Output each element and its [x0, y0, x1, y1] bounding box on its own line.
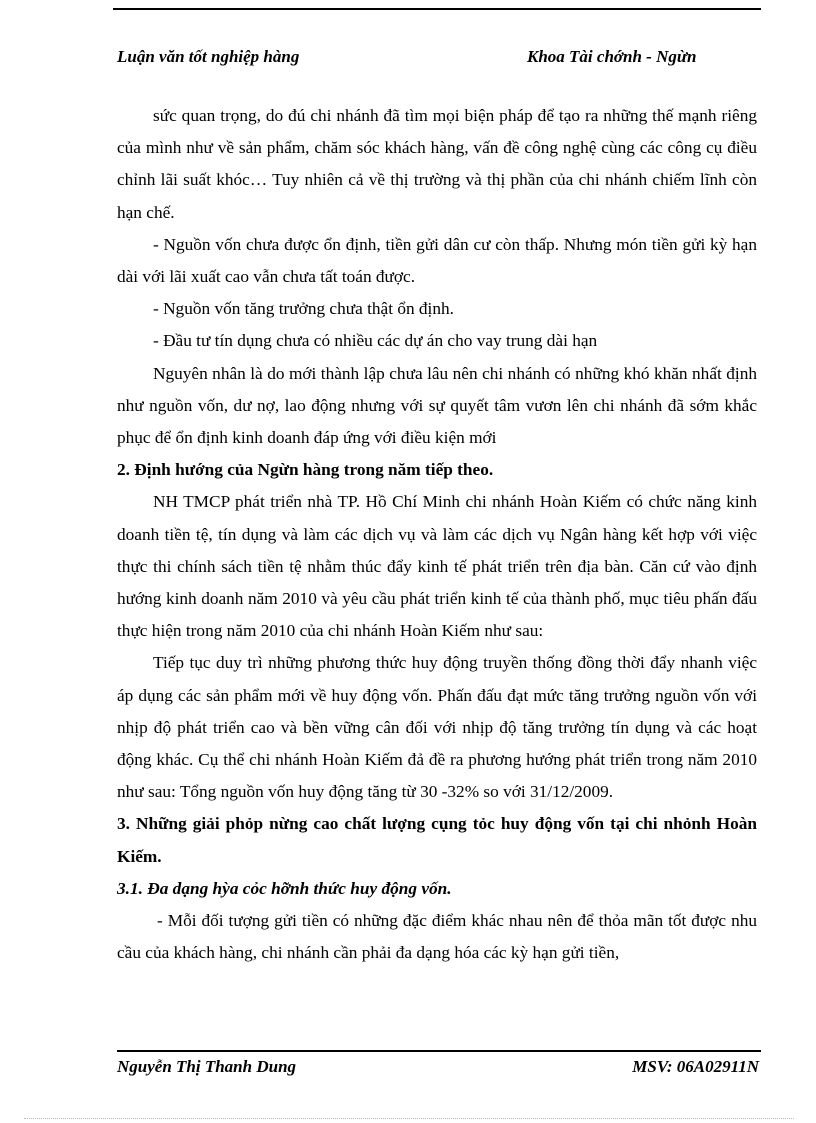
document-body [117, 100, 757, 969]
paragraph-causes: Nguyên nhân là do mới thành lập chưa lâu nên chi nhánh có những khó khăn nhất định như nguồn vốn, dư nợ, lao động nhưng với sự quyết tâm vươn lên chi nhánh đã sớm khắc phục để ổn định kinh doanh đáp ứng với điều kiện mới [117, 363, 757, 448]
footer-author: Nguyễn Thị Thanh Dung [117, 1057, 297, 1076]
header-faculty: Khoa Tài chớnh - Ngừn [527, 47, 697, 66]
header-thesis-title: Luận văn tốt nghiệp hàng [117, 47, 300, 66]
top-rule [113, 8, 761, 10]
page-boundary [24, 1118, 794, 1119]
footer-rule [117, 1050, 761, 1052]
section-heading-3: 3. Những giải phỏp nừng cao chất lượng cụng tỏc huy động vốn tại chi nhỏnh Hoàn Kiếm. [117, 814, 757, 866]
paragraph-bank-function: NH TMCP phát triển nhà TP. Hồ Chí Minh chi nhánh Hoàn Kiếm có chức năng kinh doanh tiền tệ, tín dụng và làm các dịch vụ và làm các dịch vụ Ngân hàng kết hợp với việc thực thi chính sách tiền tệ nhằm thúc đẩy kinh tế phát triển trên địa bàn. Căn cứ vào định hướng kinh doanh năm 2010 và yêu cầu phát triển kinh tế của thành phố, mục tiêu phấn đấu thực hiện trong năm 2010 của chi nhánh Hoàn Kiếm như sau: [117, 492, 757, 641]
bullet-capital-growth: - Nguồn vốn tăng trưởng chưa thật ổn định. [153, 299, 454, 319]
footer-student-id: MSV: 06A02911N [632, 1057, 759, 1076]
page-header [117, 46, 757, 90]
subsection-heading-3-1: 3.1. Đa dạng hỳa cỏc hỡnh thức huy động vốn. [117, 878, 452, 898]
paragraph-targets: Tiếp tục duy trì những phương thức huy động truyền thống đồng thời đẩy nhanh việc áp dụng các sản phẩm mới về huy động vốn. Phấn đấu đạt mức tăng trưởng nguồn vốn với nhịp độ phát triển cao và bền vững cân đối với nhịp độ tăng trưởng tín dụng và các hoạt động khác. Cụ thể chi nhánh Hoàn Kiếm đả đề ra phương hướng phát triển trong năm 2010 như sau: Tổng nguồn vốn huy động tăng từ 30 -32% so với 31/12/2009. [117, 653, 757, 802]
bullet-capital-unstable: - Nguồn vốn chưa được ổn định, tiền gửi dân cư còn thấp. Nhưng món tiền gửi kỳ hạn dài với lãi xuất cao vẫn chưa tất toán được. [117, 234, 757, 287]
section-heading-2: 2. Định hướng của Ngừn hàng trong năm tiếp theo. [117, 460, 494, 480]
bullet-credit-investment: - Đầu tư tín dụng chưa có nhiều các dự án cho vay trung dài hạn [153, 331, 598, 351]
paragraph-intro: sức quan trọng, do đú chi nhánh đã tìm mọi biện pháp để tạo ra những thế mạnh riêng của mình như về sản phẩm, chăm sóc khách hàng, vấn đề công nghệ cùng các công cụ điều chỉnh lãi suất khóc… Tuy nhiên cả về thị trường và thị phần của chi nhánh chiếm lĩnh còn hạn chế. [117, 106, 757, 222]
page-footer [117, 1056, 759, 1080]
paragraph-diversify: - Mỗi đối tượng gửi tiền có những đặc điểm khác nhau nên để thỏa mãn tốt được nhu cầu của khách hàng, chi nhánh cần phải đa dạng hóa các kỳ hạn gửi tiền, [117, 911, 757, 963]
